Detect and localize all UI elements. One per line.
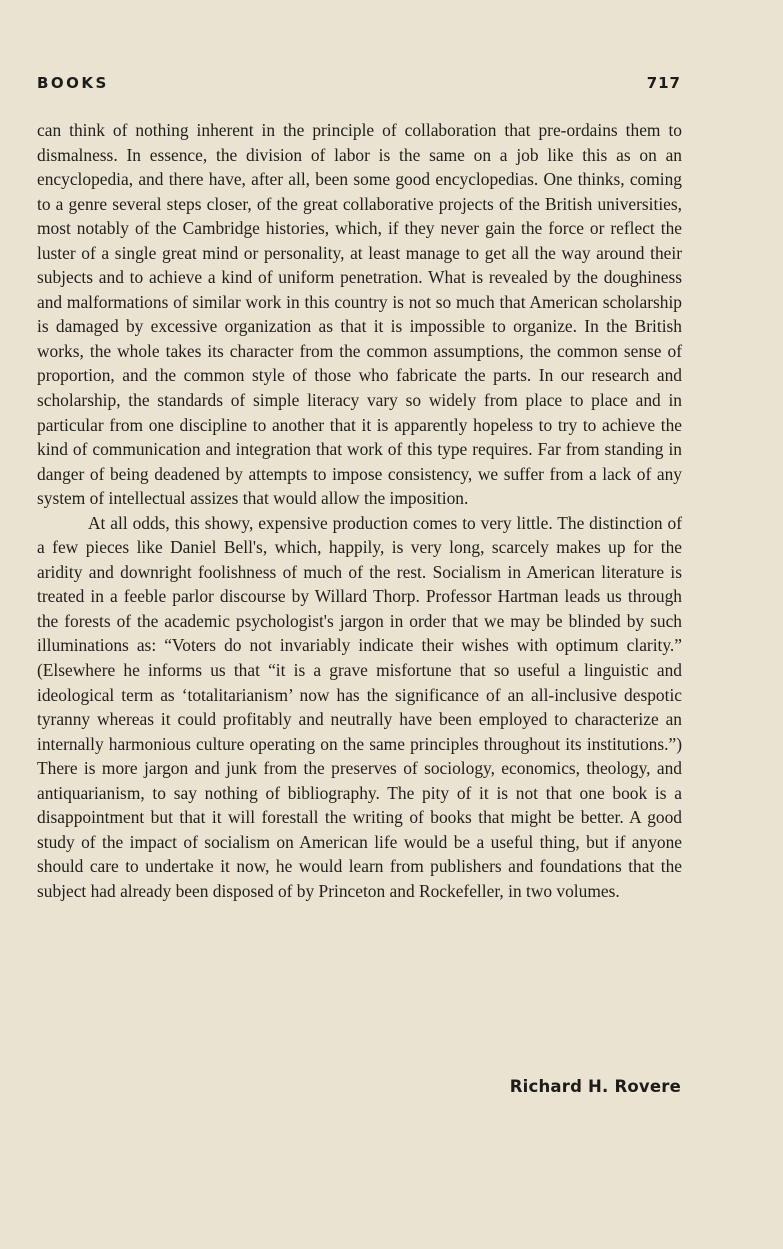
- page-number: 717: [646, 74, 681, 92]
- author-signature: Richard H. Rovere: [509, 1077, 681, 1096]
- article-body: [37, 118, 682, 904]
- paragraph: At all odds, this showy, expensive production comes to very little. The distinction of a few pieces like Daniel Bell's, which, happily, is very long, scarcely makes up for the aridity and downright foolishness of much of the rest. Socialism in American literature is treated in a feeble parlor discourse by Willard Thorp. Professor Hartman leads us through the forests of the academic psychologist's jargon in order that we may be blinded by such illuminations as: “Voters do not invariably indicate their wishes with optimum clarity.” (Elsewhere he informs us that “it is a grave misfortune that so useful a linguistic and ideological term as ‘totalitarianism’ now has the significance of an all-inclusive despotic tyranny whereas it could profitably and neutrally have been employed to characterize an internally harmonious culture operating on the same principles throughout its institutions.”) There is more jargon and junk from the preserves of sociology, economics, theology, and antiquarianism, to say nothing of bibliography. The pity of it is not that one book is a disappointment but that it will forestall the writing of books that might be better. A good study of the impact of socialism on American life would be a useful thing, but if anyone should care to undertake it now, he would learn from publishers and foundations that the subject had already been disposed of by Princeton and Rockefeller, in two volumes.: [37, 512, 682, 901]
- paragraph: can think of nothing inherent in the principle of collaboration that pre-ordains them to dismalness. In essence, the division of labor is the same on a job like this as on an encyclopedia, and there have, after all, been some good encyclopedias. One thinks, coming to a genre several steps closer, of the great collaborative projects of the British universities, most notably of the Cambridge histories, which, if they never gain the force or reflect the luster of a single great mind or personality, at least manage to get all the way around their subjects and to achieve a kind of uniform penetration. What is revealed by the doughiness and malformations of similar work in this country is not so much that American scholarship is damaged by excessive organization as that it is impossible to organize. In the British works, the whole takes its character from the common assumptions, the common sense of proportion, and the common style of those who fabricate the parts. In our research and scholarship, the standards of simple literacy vary so widely from place to place and in particular from one discipline to another that it is apparently hopeless to try to achieve the kind of communication and integration that work of this type requires. Far from standing in danger of being deadened by attempts to impose consistency, we suffer from a lack of any system of intellectual assizes that would allow the imposition.: [37, 120, 682, 509]
- section-title: BOOKS: [37, 74, 109, 92]
- running-head: [37, 74, 681, 98]
